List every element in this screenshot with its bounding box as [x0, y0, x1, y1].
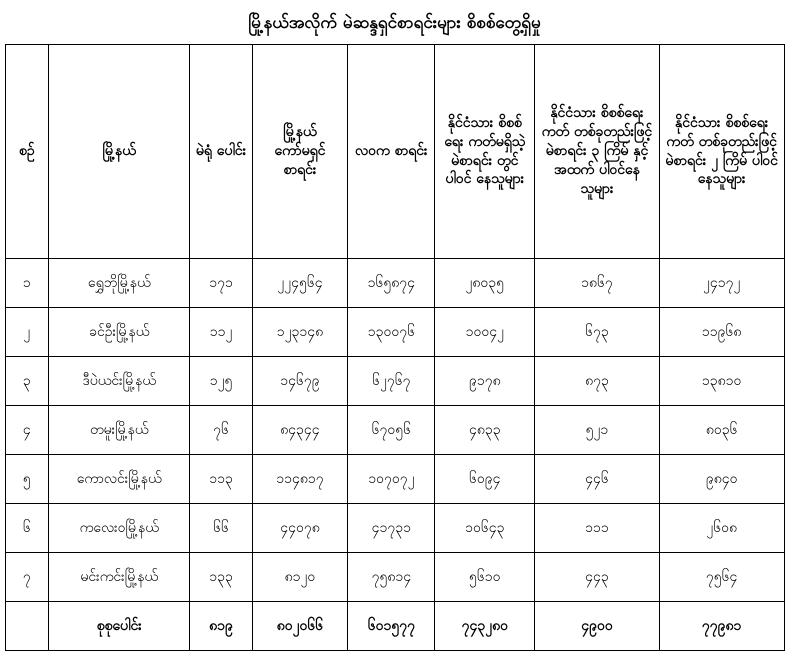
table-row — [5, 357, 784, 406]
cell-township: ဒီပဲယင်းမြို့နယ် — [49, 357, 190, 406]
table-row — [5, 406, 784, 455]
cell-immigration-list: ၁၃၀၀၇၆ — [348, 308, 435, 357]
cell-total-immigration-list: ၆၀၁၅၇၇ — [348, 602, 435, 651]
cell-two-times: ၁၁၉၆၈ — [659, 308, 784, 357]
cell-index: ၁ — [5, 259, 49, 308]
column-header-two-times: နိုင်ငံသား စိစစ်ရေးကတ် တစ်ခုတည်းဖြင့် မဲစာရင်း ၂ ကြိမ် ပါဝင်နေသူများ — [659, 45, 784, 259]
cell-no-id-card: ၂၈၀၃၅ — [435, 259, 535, 308]
cell-township: ကောလင်းမြို့နယ် — [49, 455, 190, 504]
cell-three-or-more: ၁၁၁ — [535, 504, 660, 553]
cell-no-id-card: ၄၈၃၃ — [435, 406, 535, 455]
cell-index: ၆ — [5, 504, 49, 553]
cell-commission-list: ၁၁၄၈၁၇ — [252, 455, 348, 504]
cell-township: ကလေးဝမြို့နယ် — [49, 504, 190, 553]
cell-index: ၅ — [5, 455, 49, 504]
cell-commission-list: ၄၄၀၇၈ — [252, 504, 348, 553]
cell-total-three-or-more: ၄၉၀၀ — [535, 602, 660, 651]
cell-township: တမူးမြို့နယ် — [49, 406, 190, 455]
page-title: မြို့နယ်အလိုက် မဲဆန္ဒရှင်စာရင်းများ စိစစ်တွေ့ရှိမှု — [248, 13, 541, 33]
cell-three-or-more: ၈၇၃ — [535, 357, 660, 406]
table-row — [5, 259, 784, 308]
cell-polling-stations: ၁၁၃ — [190, 455, 252, 504]
cell-three-or-more: ၄၄၃ — [535, 553, 660, 602]
cell-no-id-card: ၉၁၇၈ — [435, 357, 535, 406]
cell-commission-list: ၂၂၄၅၆၄ — [252, 259, 348, 308]
cell-polling-stations: ၁၃၃ — [190, 553, 252, 602]
cell-polling-stations: ၆၆ — [190, 504, 252, 553]
cell-two-times: ၂၄၁၇၂ — [659, 259, 784, 308]
cell-immigration-list: ၆၇၀၅၆ — [348, 406, 435, 455]
cell-total-polling-stations: ၈၁၉ — [190, 602, 252, 651]
cell-township: ရွှေဘိုမြို့နယ် — [49, 259, 190, 308]
cell-commission-list: ၈၁၂၀ — [252, 553, 348, 602]
cell-total-two-times: ၇၇၉၈၁ — [659, 602, 784, 651]
column-header-polling-stations: မဲရုံ ပေါင်း — [190, 45, 252, 259]
cell-index: ၃ — [5, 357, 49, 406]
cell-polling-stations: ၇၆ — [190, 406, 252, 455]
cell-township: ခင်ဦးမြို့နယ် — [49, 308, 190, 357]
table-body — [5, 259, 784, 651]
cell-three-or-more: ၄၄၆ — [535, 455, 660, 504]
cell-two-times: ၇၅၆၄ — [659, 553, 784, 602]
cell-two-times: ၈၀၃၆ — [659, 406, 784, 455]
cell-no-id-card: ၁၀၀၄၂ — [435, 308, 535, 357]
cell-index: ၇ — [5, 553, 49, 602]
table-row — [5, 553, 784, 602]
cell-polling-stations: ၁၁၂ — [190, 308, 252, 357]
cell-three-or-more: ၁၈၆၇ — [535, 259, 660, 308]
cell-immigration-list: ၇၅၈၁၄ — [348, 553, 435, 602]
column-header-commission-list: မြို့နယ် ကော်မရှင် စာရင်း — [252, 45, 348, 259]
cell-index: ၄ — [5, 406, 49, 455]
cell-commission-list: ၁၂၃၁၄၈ — [252, 308, 348, 357]
vote-roll-table — [5, 44, 785, 651]
cell-index-empty — [5, 602, 49, 651]
column-header-township: မြို့နယ် — [49, 45, 190, 259]
cell-polling-stations: ၁၂၅ — [190, 357, 252, 406]
cell-commission-list: ၁၄၆၇၉ — [252, 357, 348, 406]
table-header — [5, 45, 784, 259]
table-row — [5, 308, 784, 357]
cell-total-commission-list: ၈၀၂၀၆၆ — [252, 602, 348, 651]
column-header-no-id-card: နိုင်ငံသား စိစစ်ရေး ကတ်မရှိသဲ့ မဲစာရင်း တွင် ပါဝင် နေသူများ — [435, 45, 535, 259]
cell-immigration-list: ၆၂၇၆၇ — [348, 357, 435, 406]
cell-immigration-list: ၁၆၅၈၇၄ — [348, 259, 435, 308]
column-header-three-or-more: နိုင်ငံသား စိစစ်ရေးကတ် တစ်ခုတည်းဖြင့် မဲစာရင်း ၃ ကြိမ် နှင့်အထက် ပါဝင်နေသူများ — [535, 45, 660, 259]
cell-no-id-card: ၅၆၁၀ — [435, 553, 535, 602]
column-header-index: စဉ် — [5, 45, 49, 259]
cell-three-or-more: ၆၇၃ — [535, 308, 660, 357]
cell-total-label: စုစုပေါင်း — [49, 602, 190, 651]
table-total-row — [5, 602, 784, 651]
column-header-immigration-list: လဝက စာရင်း — [348, 45, 435, 259]
table-row — [5, 504, 784, 553]
cell-no-id-card: ၁၀၆၄၃ — [435, 504, 535, 553]
cell-commission-list: ၈၄၃၄၄ — [252, 406, 348, 455]
cell-no-id-card: ၆၀၉၄ — [435, 455, 535, 504]
cell-township: မင်းကင်းမြို့နယ် — [49, 553, 190, 602]
cell-two-times: ၉၈၄၀ — [659, 455, 784, 504]
cell-polling-stations: ၁၇၁ — [190, 259, 252, 308]
table-row — [5, 455, 784, 504]
cell-total-no-id-card: ၇၄၃၂၈၀ — [435, 602, 535, 651]
table-header-row — [5, 45, 784, 259]
cell-two-times: ၁၃၈၁၀ — [659, 357, 784, 406]
cell-immigration-list: ၁၀၇၀၇၂ — [348, 455, 435, 504]
cell-immigration-list: ၄၁၇၃၁ — [348, 504, 435, 553]
cell-two-times: ၂၆၀၈ — [659, 504, 784, 553]
cell-three-or-more: ၅၂၁ — [535, 406, 660, 455]
cell-index: ၂ — [5, 308, 49, 357]
